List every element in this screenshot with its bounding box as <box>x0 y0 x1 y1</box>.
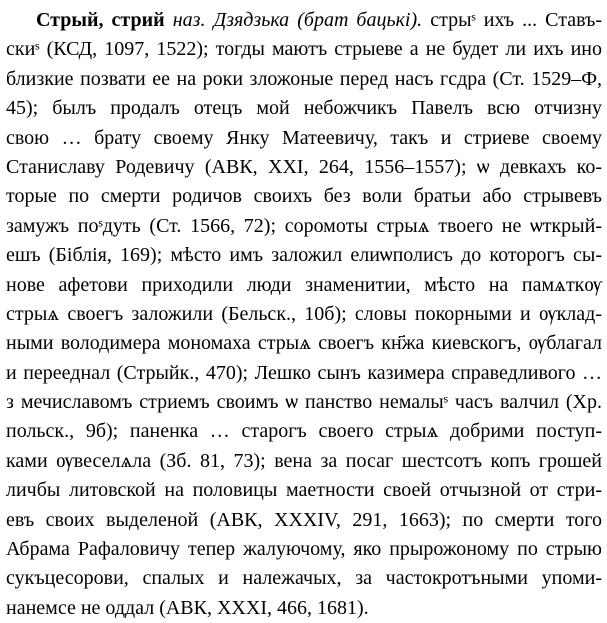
entry-line-3: близкие позвати ее на роки зложоные перед насъ гсдра (Ст. 1529–Ф, <box>6 67 602 90</box>
entry-line-18: евъ своих выделеной (АВК, XXXIV, 291, 1663); по смерти того <box>6 508 602 531</box>
entry-line-1 <box>6 6 602 35</box>
entry-line-19: Абрама Рафаловичу тепер жалуючому, яко прырожоному по стрыю <box>6 538 602 561</box>
entry-line-21: нанемсе не оддал (АВК, XXXI, 466, 1681). <box>6 596 369 619</box>
entry-line-16: ками ѹвеселѧла (Зб. 81, 73); вена за посаг шестсотъ копъ грошей <box>6 449 602 472</box>
entry-line-2: скиˢ (КСД, 1097, 1522); тогды маютъ стрыеве а не будет ли ихъ ино <box>6 38 602 61</box>
entry-line-5: свою … брату своему Янку Матеевичу, такъ и стриеве своему <box>6 126 602 149</box>
entry-line-12: ными володимера мономаха стрыѧ своегъ кн҃жа киевскогъ, ѹблагал <box>6 332 602 355</box>
entry-line-20: сукъцесорови, спалых и належачых, за частокротъными упоми- <box>6 567 602 590</box>
entry-line-4: 45); былъ продалъ отецъ мой небожчикъ Павелъ всю отчизну <box>6 97 602 120</box>
entry-line-13: и перееднал (Стрыйк., 470); Лешко сынъ казимера справедливого … <box>6 361 602 384</box>
entry-line-15: польск., 9б); паненка … старогъ своего стрыѧ добрими поступ- <box>6 420 602 443</box>
entry-line-7: торые по смерти родичов своихъ без воли братьи або стрывевъ <box>6 185 602 208</box>
entry-gloss: наз. Дзядзька (брат бацькі). <box>172 9 423 31</box>
entry-line-11: стрыѧ своегъ заложили (Бельск., 10б); словы покорными и ѹклад- <box>6 302 602 325</box>
entry-text: стрыˢ ихъ ... Ставъ- <box>430 9 603 31</box>
entry-line-6: Станиславу Родевичу (АВК, XXI, 264, 1556–1557); ѡ девкахъ ко- <box>6 155 602 178</box>
entry-line-10: нове афетови приходили люди знаменитии, мѣсто на памѧткѹ <box>6 273 602 296</box>
entry-line-8: замужъ поˢдуть (Ст. 1566, 72); соромоты стрыѧ твоего не ѡткрый- <box>6 214 602 237</box>
entry-line-9: ешъ (Біблія, 169); мѣсто имъ заложил елиѡполисъ до которогъ сы- <box>6 244 602 267</box>
entry-line-14: з мечиславомъ стриемъ своимъ ѡ панство немалыˢ часъ валчил (Хр. <box>6 391 602 414</box>
entry-headword: Стрый, стрий <box>36 9 165 31</box>
entry-line-17: личбы литовской на половицы маетности своей отчызной от стри- <box>6 479 602 502</box>
